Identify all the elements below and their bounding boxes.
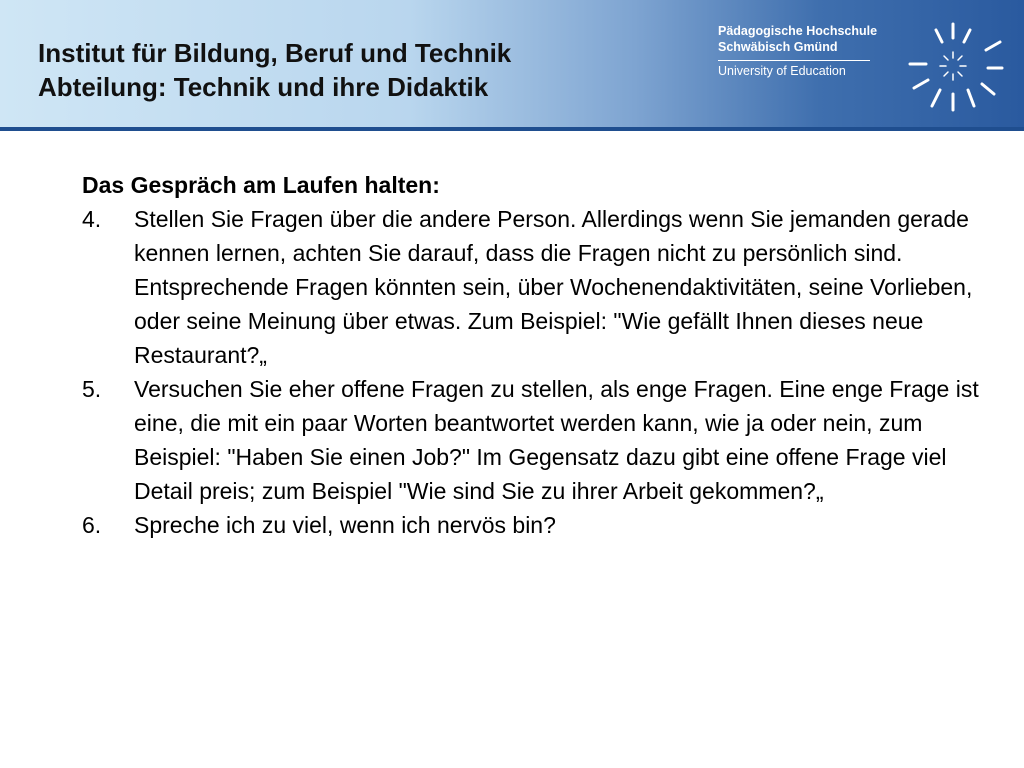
slide-content <box>82 168 982 542</box>
header-title-line-2: Abteilung: Technik und ihre Didaktik <box>38 72 489 102</box>
logo-name-line-1: Pädagogische Hochschule <box>718 24 878 38</box>
logo-subtitle: University of Education <box>718 64 846 78</box>
header-divider <box>0 127 1024 131</box>
sunburst-logo-icon <box>890 18 1016 114</box>
logo-name-line-2: Schwäbisch Gmünd <box>718 40 838 54</box>
list-item-text: Stellen Sie Fragen über die andere Person. Allerdings wenn Sie jemanden gerade kennen lernen, achten Sie darauf, dass die Fragen nicht zu persönlich sind. Entsprechende Fragen könnten sein, über Wochenendaktivitäten, seine Vorlieben, oder seine Meinung über etwas. Zum Beispiel: "Wie gefällt Ihnen dieses neue Restaurant?„ <box>134 206 973 368</box>
list-item <box>82 372 982 508</box>
section-heading: Das Gespräch am Laufen halten: <box>82 172 440 198</box>
list-item-number: 4. <box>82 206 102 232</box>
list-item-text: Versuchen Sie eher offene Fragen zu stellen, als enge Fragen. Eine enge Frage ist eine, die mit ein paar Worten beantwortet werden kann, wie ja oder nein, zum Beispiel: "Haben Sie einen Job?" Im Gegensatz dazu gibt eine offene Frage viel Detail preis; zum Beispiel "Wie sind Sie zu ihrer Arbeit gekommen?„ <box>134 376 979 504</box>
header-title <box>38 36 511 104</box>
header-banner <box>0 0 1024 127</box>
header-title-line-1: Institut für Bildung, Beruf und Technik <box>38 38 512 68</box>
logo-divider <box>718 60 870 61</box>
list-item-number: 6. <box>82 512 102 538</box>
university-logo <box>718 24 1018 114</box>
list-item <box>82 202 982 372</box>
list-item-number: 5. <box>82 376 102 402</box>
list-item <box>82 508 982 542</box>
list-item-text: Spreche ich zu viel, wenn ich nervös bin? <box>134 512 556 538</box>
